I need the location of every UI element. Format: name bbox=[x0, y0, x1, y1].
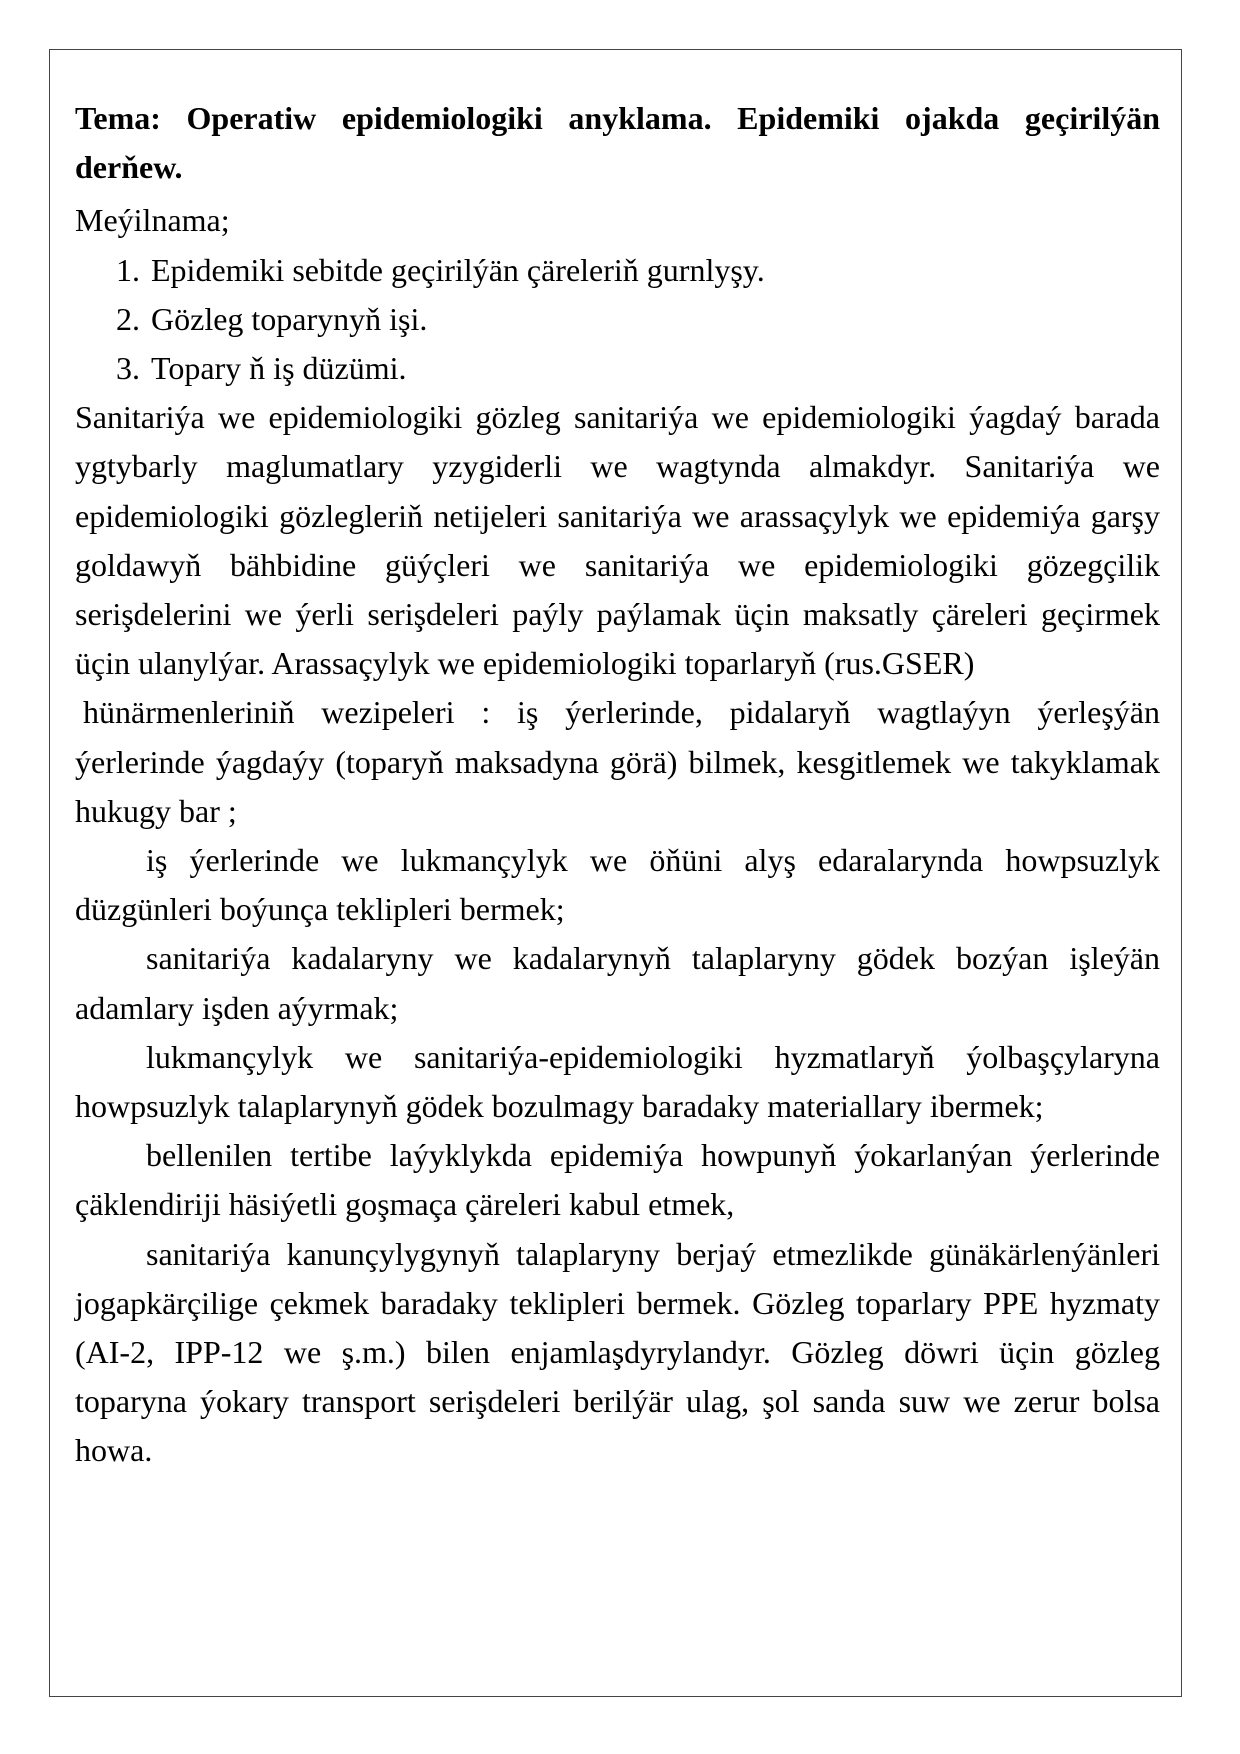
plan-item: 3. Topary ň iş düzümi. bbox=[148, 344, 1160, 393]
paragraph-duties: hünärmenleriniň wezipeleri : iş ýerlerinde, pidalaryň wagtlaýyn ýerleşýän ýerlerinde ýagdaýy (toparyň maksadyna görä) bilmek, kesgitlemek we takyklamak hukugy bar ; bbox=[75, 694, 1160, 829]
plan-item: 2. Gözleg toparynyň işi. bbox=[148, 295, 1160, 344]
paragraph-removal: sanitariýa kadalaryny we kadalarynyň talaplaryny gödek bozýan işleýän adamlary işden aýyrmak; bbox=[75, 940, 1160, 1026]
paragraph-measures: bellenilen tertibe laýyklykda epidemiýa howpunyň ýokarlanýan ýerlerinde çäklendiriji häsiýetli goşmaça çäreleri kabul etmek, bbox=[75, 1137, 1160, 1223]
plan-item: 1. Epidemiki sebitde geçirilýän çäreleriň gurnlyşy. bbox=[148, 246, 1160, 295]
paragraph-intro: Sanitariýa we epidemiologiki gözleg sanitariýa we epidemiologiki ýagdaý barada ygtybarly maglumatlary yzygiderli we wagtynda almakdyr. Sanitariýa we epidemiologiki gözlegleriň netijeleri sanitariýa we arassaçylyk we epidemiýa garşy goldawyň bähbidine güýçleri we sanitariýa we epidemiologiki gözegçilik serişdelerini we ýerli serişdeleri paýly paýlamak üçin maksatly çäreleri geçirmek üçin ulanylýar. Arassaçylyk we epidemiologiki toparlaryň (rus.GSER) bbox=[75, 399, 1160, 682]
paragraph-safety-proposals: iş ýerlerinde we lukmançylyk we öňüni alyş edaralarynda howpsuzlyk düzgünleri boýunça teklipleri bermek; bbox=[75, 842, 1160, 928]
paragraph-materials: lukmançylyk we sanitariýa-epidemiologiki hyzmatlaryň ýolbaşçylaryna howpsuzlyk talaplarynyň gödek bozulmagy baradaky materiallary ibermek; bbox=[75, 1038, 1160, 1125]
plan-heading: Meýilnama; bbox=[75, 202, 230, 239]
document-title: Tema: Operatiw epidemiologiki anyklama. Epidemiki ojakda geçirilýän derňew. bbox=[75, 100, 1160, 186]
document-body bbox=[75, 94, 1160, 1476]
plan-list bbox=[75, 246, 1160, 394]
paragraph-legislation: sanitariýa kanunçylygynyň talaplaryny berjaý etmezlikde günäkärlenýänleri jogapkärçilige çekmek baradaky teklipleri bermek. Gözleg toparlary PPE hyzmaty (AI-2, IPP-12 we ş.m.) bilen enjamlaşdyrylandyr. Gözleg döwri üçin gözleg toparyna ýokary transport serişdeleri berilýär ulag, şol sanda suw we zerur bolsa howa. bbox=[75, 1235, 1160, 1469]
